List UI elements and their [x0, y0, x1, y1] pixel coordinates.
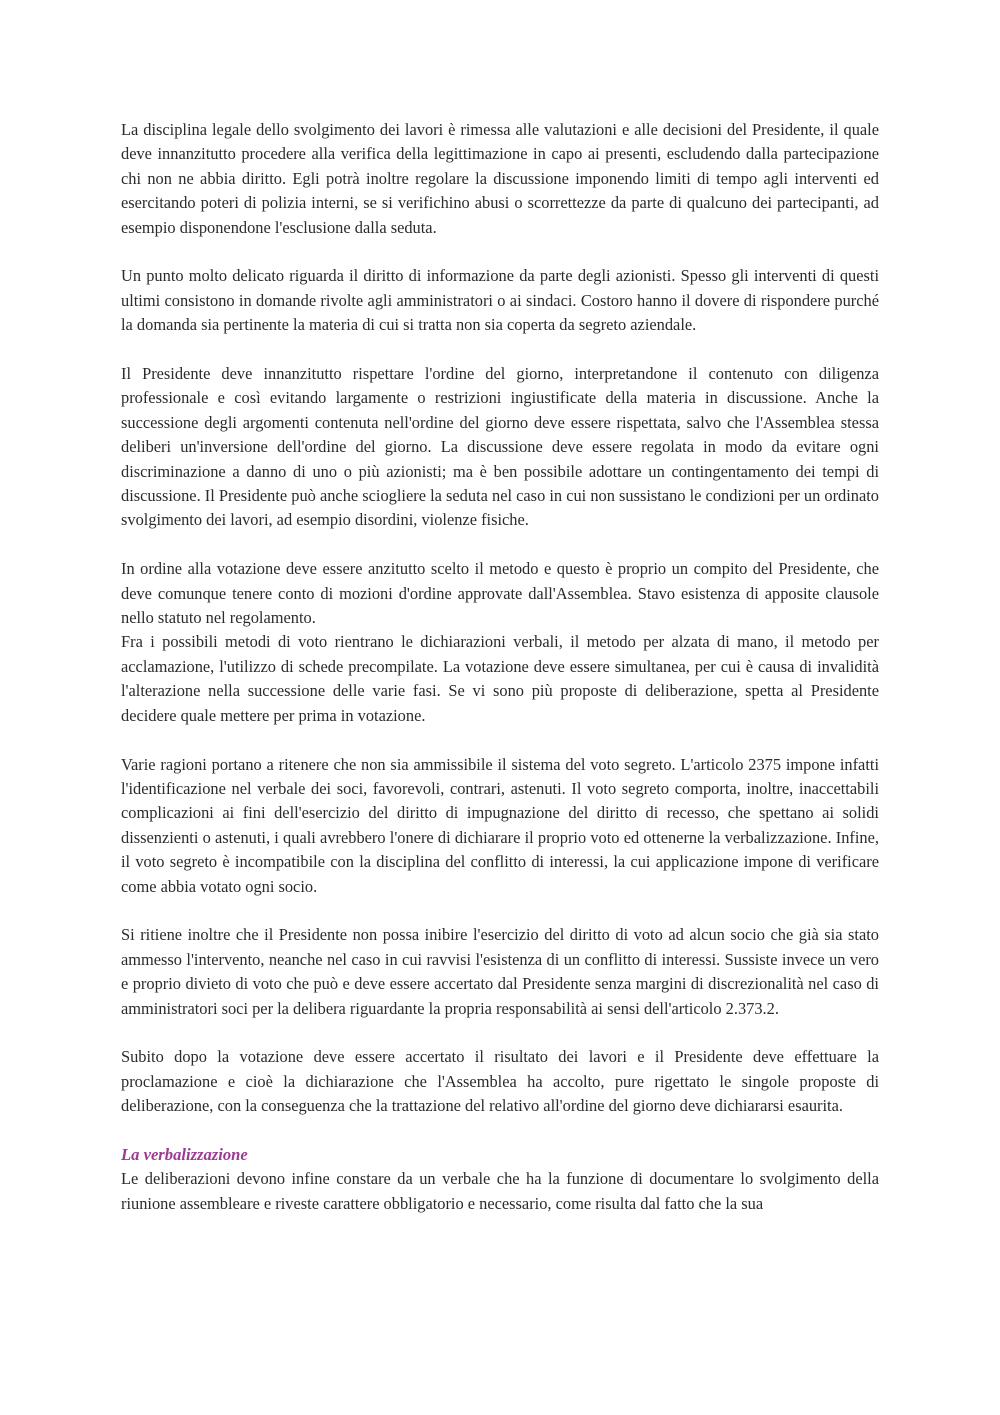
- paragraph-voto-segreto: Varie ragioni portano a ritenere che non sia ammissibile il sistema del voto segreto. L'articolo 2375 impone infatti l'identificazione nel verbale dei soci, favorevoli, contrari, astenuti. Il voto segreto comporta, inoltre, inaccettabili complicazioni ai fini dell'esercizio del diritto di impugnazione del diritto di recesso, che spettano ai solidi dissenzienti o astenuti, i quali avrebbero l'onere di dichiarare il proprio voto ed ottenerne la verbalizzazione. Infine, il voto segreto è incompatibile con la disciplina del conflitto di interessi, la cui applicazione impone di verificare come abbia votato ogni socio.: [121, 754, 879, 896]
- paragraph-metodo-votazione: In ordine alla votazione deve essere anzitutto scelto il metodo e questo è proprio un compito del Presidente, che deve comunque tenere conto di mozioni d'ordine approvate dall'Assemblea. Stavo esistenza di apposite clausole nello statuto nel regolamento.: [121, 559, 879, 628]
- paragraph-presidente-poteri: La disciplina legale dello svolgimento dei lavori è rimessa alle valutazioni e alle decisioni del Presidente, il quale deve innanzitutto procedere alla verifica della legittimazione in capo ai presenti, escludendo dalla partecipazione chi non ne abbia diritto. Egli potrà inoltre regolare la discussione imponendo limiti di tempo agli interventi ed esercitando poteri di polizia interni, se si verifichino abusi o scorrettezze da parte di qualcuno dei partecipanti, ad esempio disponendone l'esclusione dalla seduta.: [121, 120, 879, 237]
- paragraph-proclamazione: Subito dopo la votazione deve essere accertato il risultato dei lavori e il Presidente deve effettuare la proclamazione e cioè la dichiarazione che l'Assemblea ha accolto, pure rigettato le singole proposte di deliberazione, con la conseguenza che la trattazione del relativo all'ordine del giorno deve dichiararsi esaurita.: [121, 1047, 879, 1116]
- paragraph-verbalizzazione: Le deliberazioni devono infine constare da un verbale che ha la funzione di documentare lo svolgimento della riunione assembleare e riveste carattere obbligatorio e necessario, come risulta dal fatto che la sua: [121, 1169, 879, 1213]
- paragraph-metodi-di-voto: Fra i possibili metodi di voto rientrano le dichiarazioni verbali, il metodo per alzata di mano, il metodo per acclamazione, l'utilizzo di schede precompilate. La votazione deve essere simultanea, per cui è causa di invalidità l'alterazione nella successione delle varie fasi. Se vi sono più proposte di deliberazione, spetta al Presidente decidere quale mettere per prima in votazione.: [121, 632, 879, 725]
- paragraph-divieto-di-voto: Si ritiene inoltre che il Presidente non possa inibire l'esercizio del diritto di voto ad alcun socio che già sia stato ammesso l'intervento, neanche nel caso in cui ravvisi l'esistenza di un conflitto di interessi. Sussiste invece un vero e proprio divieto di voto che può e deve essere accertato dal Presidente senza margini di discrezionalità nel caso di amministratori soci per la delibera riguardante la propria responsabilità ai sensi dell'articolo 2.373.2.: [121, 925, 879, 1018]
- document-page: [121, 118, 879, 1216]
- paragraph-ordine-del-giorno: Il Presidente deve innanzitutto rispettare l'ordine del giorno, interpretandone il contenuto con diligenza professionale e così evitando largamente o restrizioni ingiustificate della materia in discussione. Anche la successione degli argomenti contenuta nell'ordine del giorno deve essere rispettata, salvo che l'Assemblea stessa deliberi un'inversione dell'ordine del giorno. La discussione deve essere regolata in modo da evitare ogni discriminazione a danno di uno o più azionisti; ma è ben possibile adottare un contingentamento dei tempi di discussione. Il Presidente può anche sciogliere la seduta nel caso in cui non sussistano le condizioni per un ordinato svolgimento dei lavori, ad esempio disordini, violenze fisiche.: [121, 364, 879, 530]
- section-heading-verbalizzazione: La verbalizzazione: [121, 1144, 248, 1164]
- paragraph-diritto-informazione: Un punto molto delicato riguarda il diritto di informazione da parte degli azionisti. Spesso gli interventi di questi ultimi consistono in domande rivolte agli amministratori o ai sindaci. Costoro hanno il dovere di rispondere purché la domanda sia pertinente la materia di cui si tratta non sia coperta da segreto aziendale.: [121, 266, 879, 335]
